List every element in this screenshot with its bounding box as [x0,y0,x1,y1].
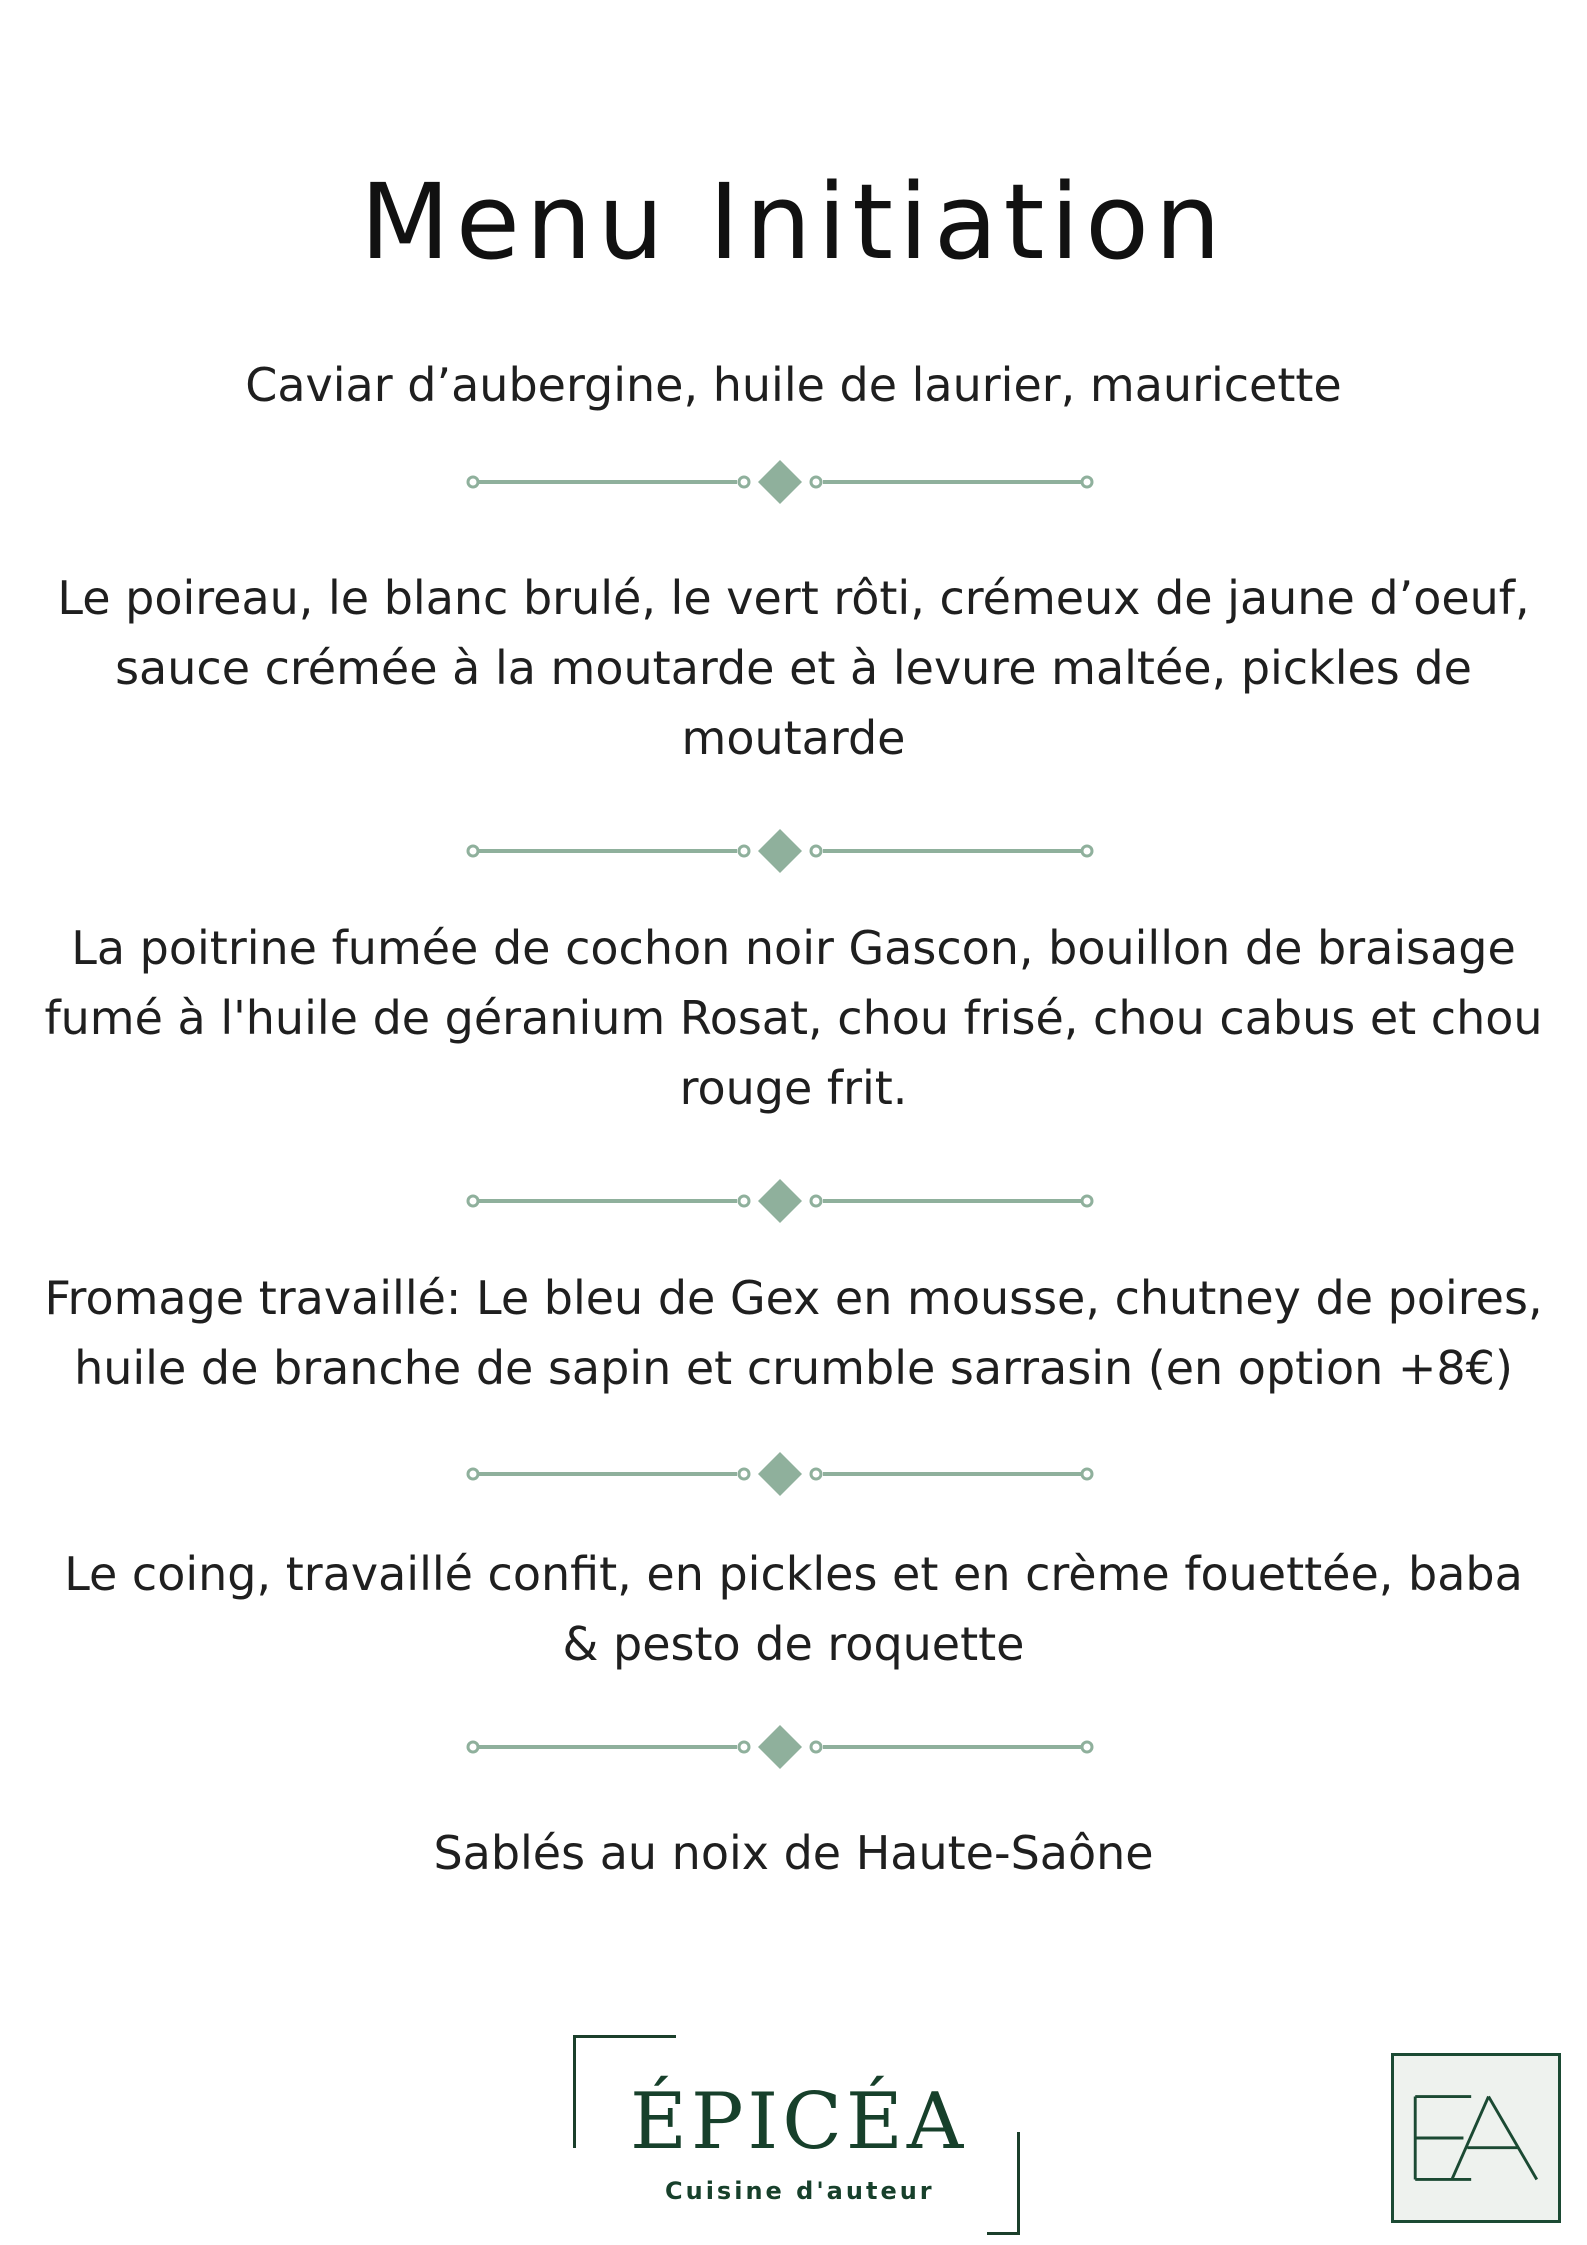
course-5 [40,1539,1547,1679]
course-line: moutarde [681,711,906,765]
diamond-divider-icon [465,1452,1095,1496]
course-4 [40,1263,1547,1403]
course-line: fumé à l'huile de géranium Rosat, chou frisé, chou cabus et chou [44,991,1543,1045]
course-1 [40,350,1547,420]
course-6 [40,1818,1547,1888]
diamond-divider-icon [465,829,1095,873]
epicea-logo [570,2035,1020,2235]
course-line: Sablés au noix de Haute-Saône [433,1826,1154,1880]
course-line: sauce crémée à la moutarde et à levure maltée, pickles de [115,641,1472,695]
logo-bracket-bottom-right [987,2132,1020,2235]
course-2 [40,563,1547,773]
course-line: Le poireau, le blanc brulé, le vert rôti, crémeux de jaune d’oeuf, [57,571,1530,625]
course-line: & pesto de roquette [562,1617,1025,1671]
course-3 [40,913,1547,1123]
course-line: huile de branche de sapin et crumble sarrasin (en option +8€) [74,1341,1513,1395]
course-line: Caviar d’aubergine, huile de laurier, mauricette [245,358,1342,412]
diamond-divider-icon [465,1179,1095,1223]
course-line: Le coing, travaillé confit, en pickles et en crème fouettée, baba [64,1547,1523,1601]
diamond-divider-icon [465,1725,1095,1769]
ea-monogram-icon [1391,2053,1561,2223]
diamond-divider-icon [465,460,1095,504]
menu-title: Menu Initiation [360,161,1227,283]
course-line: La poitrine fumée de cochon noir Gascon, bouillon de braisage [71,921,1516,975]
course-line: Fromage travaillé: Le bleu de Gex en mousse, chutney de poires, [44,1271,1543,1325]
logo-tagline: Cuisine d'auteur [665,2177,935,2205]
course-line: rouge frit. [679,1061,908,1115]
logo-brand-name: ÉPICÉA [630,2077,968,2167]
